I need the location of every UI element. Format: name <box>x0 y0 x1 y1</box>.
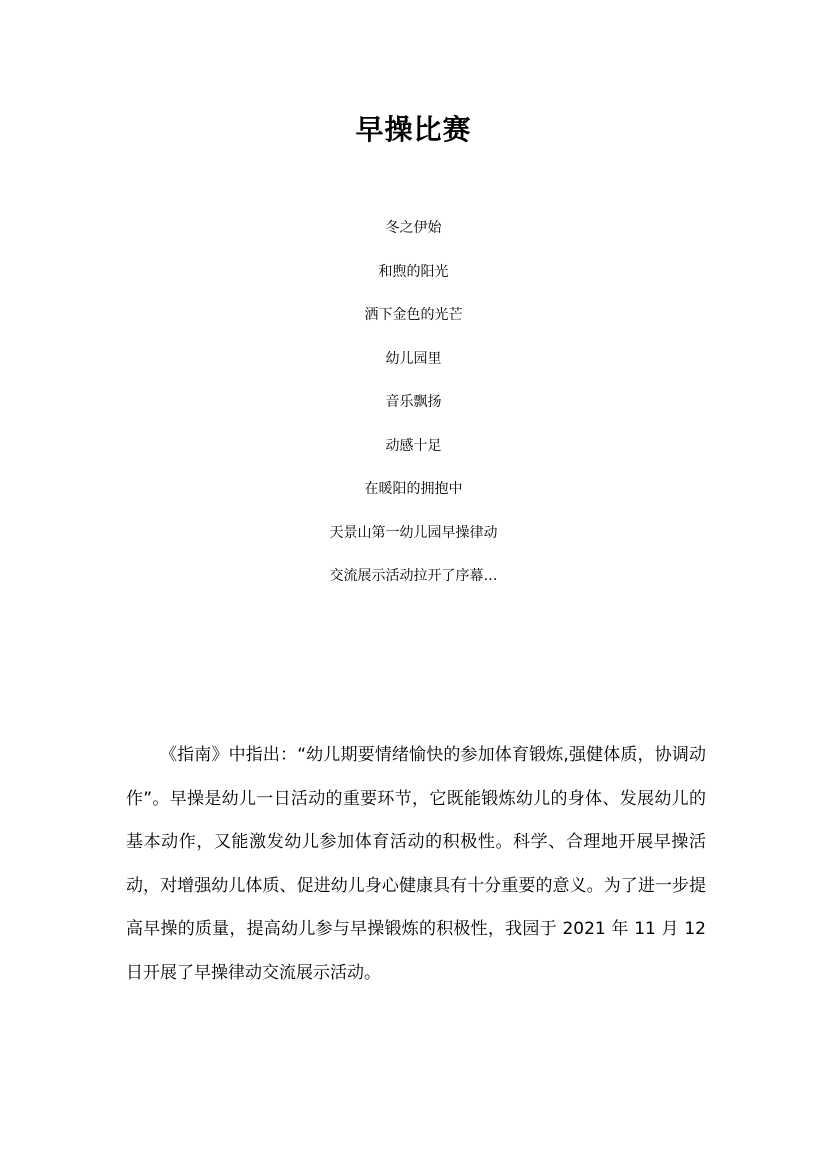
poem-line: 在暖阳的拥抱中 <box>364 481 463 497</box>
document-title: 早操比赛 <box>355 113 472 146</box>
poem-line: 交流展示活动拉开了序幕… <box>329 568 498 584</box>
poem-line: 幼儿园里 <box>385 350 442 367</box>
poem-line: 和煦的阳光 <box>378 263 449 280</box>
poem-line: 天景山第一幼儿园早操律动 <box>329 524 498 541</box>
poem-line: 冬之伊始 <box>385 220 442 236</box>
poem-block <box>0 216 827 608</box>
body-paragraph: 《指南》中指出：“幼儿期要情绪愉快的参加体育锻炼,强健体质，协调动作”。早操是幼儿一日活动的重要环节，它既能锻炼幼儿的身体、发展幼儿的基本动作，又能激发幼儿参加体育活动的积极性。科学、合理地开展早操活动，对增强幼儿体质、促进幼儿身心健康具有十分重要的意义。为了进一步提高早操的质量，提高幼儿参与早操锻炼的积极性，我园于 2021 年 11 月 12 日开展了早操律动交流展示活动。 <box>126 745 706 983</box>
poem-line: 音乐飘扬 <box>385 394 442 410</box>
poem-line: 动感十足 <box>385 437 442 454</box>
poem-line: 洒下金色的光芒 <box>364 307 463 323</box>
